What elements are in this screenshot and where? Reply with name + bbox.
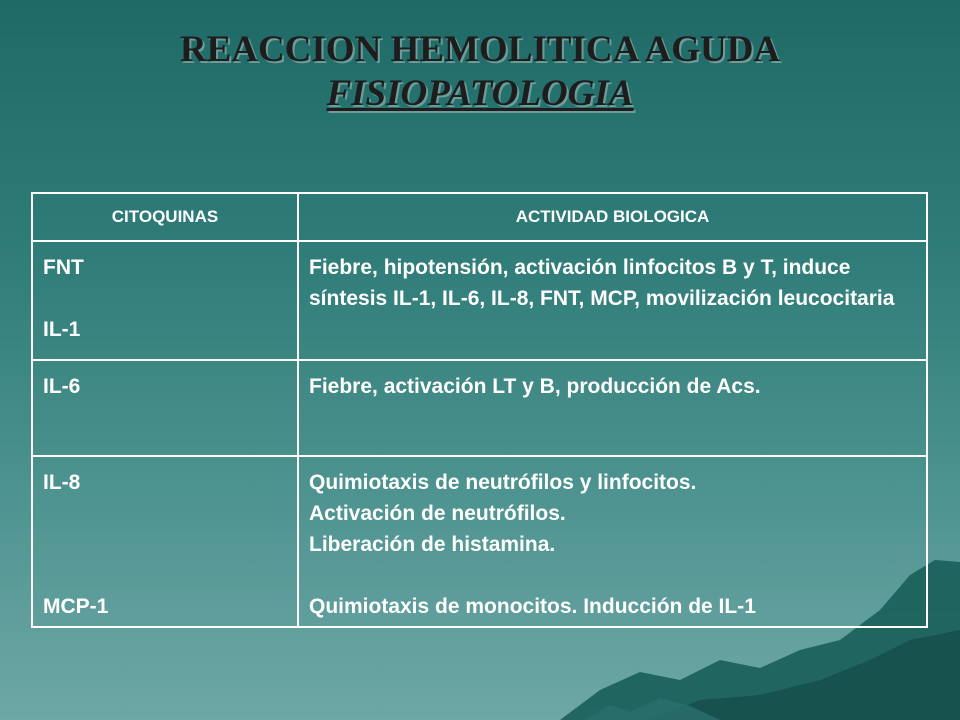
- cytokine-name: IL-6: [43, 375, 81, 398]
- activity-text: Quimiotaxis de monocitos. Inducción de IL-1: [309, 595, 756, 618]
- activity-text: Activación de neutrófilos.: [309, 502, 566, 525]
- title-main: REACCION HEMOLITICA AGUDA: [179, 29, 781, 70]
- cytokine-name: IL-8: [43, 471, 81, 494]
- activity-cell: [298, 360, 927, 456]
- cytokine-name: FNT: [43, 256, 84, 279]
- title-subtitle: FISIOPATOLOGIA: [326, 73, 634, 114]
- cytokine-table: [31, 192, 928, 628]
- cytokine-name: IL-1: [43, 318, 81, 341]
- cytokine-name: MCP-1: [43, 595, 109, 618]
- cytokine-cell: [32, 456, 298, 627]
- activity-text: Fiebre, activación LT y B, producción de Acs.: [309, 375, 761, 398]
- header-cytokines: CITOQUINAS: [32, 193, 298, 241]
- cytokine-cell: [32, 360, 298, 456]
- activity-text: Fiebre, hipotensión, activación linfocitos B y T, induce síntesis IL-1, IL-6, IL-8, FNT, MCP, movilización leucocitaria: [309, 256, 895, 310]
- cytokine-cell: [32, 241, 298, 360]
- activity-cell: [298, 456, 927, 627]
- table-header-row: [32, 193, 927, 241]
- header-activity: ACTIVIDAD BIOLOGICA: [298, 193, 927, 241]
- table-row: [32, 360, 927, 456]
- slide-title: [0, 28, 960, 116]
- activity-text: Liberación de histamina.: [309, 533, 556, 556]
- table-row: [32, 456, 927, 627]
- activity-cell: [298, 241, 927, 360]
- table-row: [32, 241, 927, 360]
- activity-text: Quimiotaxis de neutrófilos y linfocitos.: [309, 471, 697, 494]
